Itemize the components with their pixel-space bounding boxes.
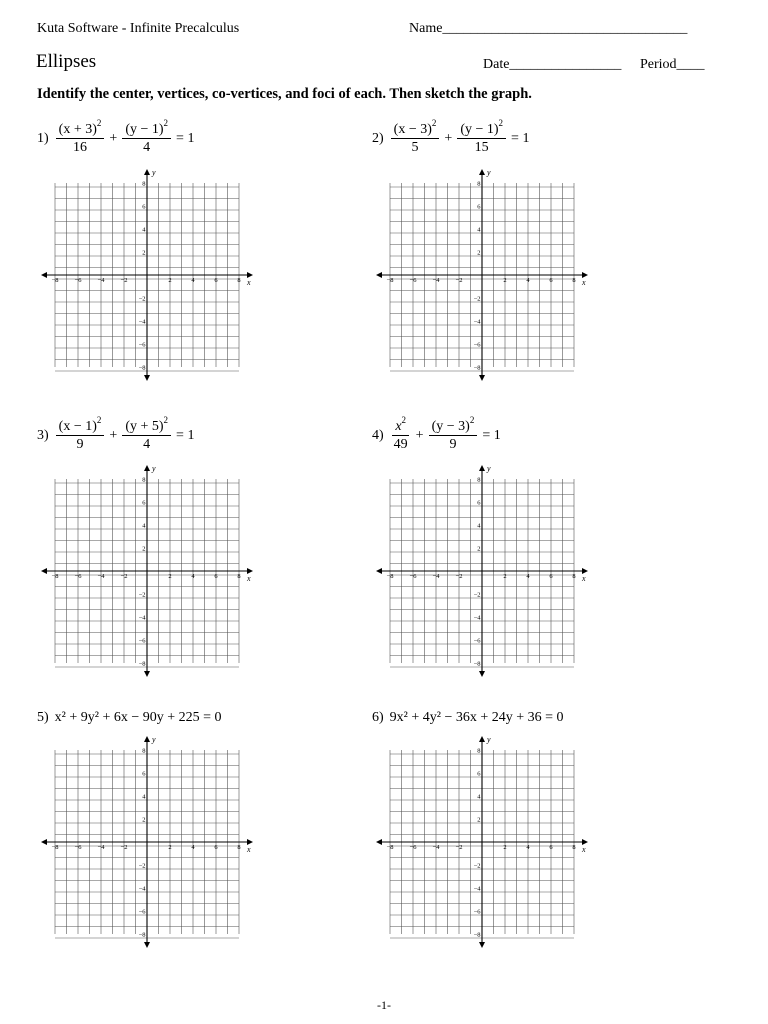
coordinate-grid-1[interactable] — [35, 167, 255, 387]
x-axis-label: x — [582, 574, 586, 583]
y-tick-label: −4 — [138, 318, 146, 326]
y-tick-label: 2 — [477, 816, 481, 824]
x-tick-label: −6 — [74, 844, 82, 851]
x-tick-label: 2 — [168, 844, 172, 851]
term-denominator: 16 — [73, 140, 88, 155]
y-axis-arrow-up — [144, 736, 150, 742]
y-tick-label: −8 — [138, 364, 146, 372]
y-tick-label: 4 — [142, 226, 146, 234]
y-axis-arrow-down — [479, 671, 485, 677]
y-tick-label: −4 — [138, 885, 146, 893]
y-tick-label: 4 — [477, 793, 481, 801]
y-tick-label: −4 — [138, 614, 146, 622]
y-tick-label: −2 — [473, 862, 481, 870]
fraction-term: $\frac{(x - 3)^2}{5}$ — [391, 121, 440, 157]
term-denominator: 5 — [411, 140, 419, 155]
y-tick-label: −6 — [138, 341, 146, 349]
period-field-label: Period____ — [640, 57, 705, 72]
y-axis-label: y — [152, 168, 156, 177]
fraction-term: $\frac{(y - 1)^2}{4}$ — [122, 121, 171, 157]
x-tick-label: 6 — [549, 277, 553, 284]
x-axis-arrow-left — [376, 839, 382, 845]
term-numerator: (x + 3) — [58, 122, 97, 137]
x-tick-label: 6 — [214, 573, 218, 580]
y-axis-arrow-down — [144, 942, 150, 948]
x-tick-label: −4 — [432, 844, 440, 851]
y-tick-label: 4 — [142, 522, 146, 530]
x-tick-label: −8 — [51, 844, 59, 851]
y-tick-label: −2 — [138, 862, 146, 870]
y-axis-arrow-up — [479, 169, 485, 175]
term-denominator: 4 — [143, 140, 151, 155]
grid-svg — [370, 167, 590, 387]
y-tick-label: 2 — [142, 816, 146, 824]
x-axis-arrow-left — [41, 568, 47, 574]
x-tick-label: −2 — [455, 573, 463, 580]
x-tick-label: −4 — [97, 277, 105, 284]
y-axis-arrow-up — [479, 736, 485, 742]
instructions: Identify the center, vertices, co-vertices, and foci of each. Then sketch the graph. — [37, 86, 532, 102]
x-tick-label: 2 — [503, 277, 507, 284]
coordinate-grid-3[interactable] — [35, 463, 255, 683]
equation-rhs: = 1 — [176, 131, 195, 146]
y-tick-label: 6 — [477, 203, 481, 211]
x-tick-label: −8 — [386, 277, 394, 284]
fraction-term: $\frac{(y - 3)^2}{9}$ — [429, 418, 478, 454]
x-tick-label: −6 — [409, 277, 417, 284]
grid-svg — [35, 734, 255, 954]
x-tick-label: −2 — [455, 277, 463, 284]
x-axis-label: x — [247, 574, 251, 583]
x-axis-label: x — [247, 278, 251, 287]
fraction-term: $\frac{(y + 5)^2}{4}$ — [122, 418, 171, 454]
general-form-equation: x² + 9y² + 6x − 90y + 225 = 0 — [54, 710, 222, 725]
x-tick-label: 8 — [237, 277, 241, 284]
x-tick-label: 6 — [214, 844, 218, 851]
y-tick-label: 8 — [142, 476, 146, 484]
fraction-term: $\frac{(x - 1)^2}{9}$ — [56, 418, 105, 454]
problem-1: 1) $\frac{(x + 3)^2}{16}$ + $\frac{(y - 1)^2}{4}$ = 1 — [37, 118, 195, 155]
x-tick-label: 6 — [549, 573, 553, 580]
header-source: Kuta Software - Infinite Precalculus — [37, 21, 240, 36]
x-tick-label: −6 — [74, 277, 82, 284]
y-axis-arrow-down — [144, 671, 150, 677]
x-axis-arrow-left — [41, 839, 47, 845]
x-tick-label: −2 — [120, 844, 128, 851]
y-tick-label: 8 — [142, 180, 146, 188]
x-tick-label: −6 — [409, 573, 417, 580]
y-axis-arrow-up — [144, 169, 150, 175]
y-tick-label: −4 — [473, 318, 481, 326]
x-tick-label: −4 — [432, 573, 440, 580]
equation-rhs: = 1 — [482, 428, 501, 443]
x-tick-label: 2 — [168, 277, 172, 284]
y-axis-arrow-down — [144, 375, 150, 381]
term-numerator: (x − 1) — [58, 419, 97, 434]
problem-number: 6) — [372, 710, 384, 725]
y-tick-label: −2 — [138, 295, 146, 303]
y-tick-label: −8 — [473, 931, 481, 939]
x-tick-label: 2 — [168, 573, 172, 580]
fraction-term: $\frac{(x + 3)^2}{16}$ — [56, 121, 105, 157]
y-tick-label: 4 — [477, 522, 481, 530]
y-tick-label: 8 — [477, 476, 481, 484]
problem-number: 3) — [37, 428, 49, 443]
y-tick-label: −2 — [473, 295, 481, 303]
term-denominator: 4 — [143, 437, 151, 452]
y-axis-arrow-up — [144, 465, 150, 471]
x-tick-label: 6 — [549, 844, 553, 851]
y-axis-arrow-down — [479, 375, 485, 381]
y-tick-label: −4 — [473, 885, 481, 893]
name-field-label: Name___________________________________ — [409, 21, 688, 36]
problem-2: 2) $\frac{(x - 3)^2}{5}$ + $\frac{(y - 1)^2}{15}$ = 1 — [372, 118, 530, 155]
x-tick-label: 2 — [503, 844, 507, 851]
term-numerator: (y − 1) — [125, 122, 164, 137]
x-tick-label: 4 — [526, 573, 530, 580]
problem-number: 4) — [372, 428, 384, 443]
y-axis-label: y — [487, 168, 491, 177]
x-tick-label: −2 — [455, 844, 463, 851]
x-tick-label: 4 — [526, 277, 530, 284]
y-tick-label: 2 — [142, 249, 146, 257]
x-axis-label: x — [582, 278, 586, 287]
y-tick-label: −6 — [473, 341, 481, 349]
general-form-equation: 9x² + 4y² − 36x + 24y + 36 = 0 — [389, 710, 564, 725]
page-number: -1- — [377, 998, 391, 1012]
x-axis-arrow-left — [41, 272, 47, 278]
y-axis-label: y — [152, 464, 156, 473]
term-numerator: (x − 3) — [393, 122, 432, 137]
equation-rhs: = 1 — [511, 131, 530, 146]
coordinate-grid-2[interactable] — [370, 167, 590, 387]
y-tick-label: −6 — [138, 637, 146, 645]
x-tick-label: 4 — [191, 277, 195, 284]
y-tick-label: 2 — [477, 249, 481, 257]
y-tick-label: −6 — [473, 637, 481, 645]
x-tick-label: −8 — [51, 573, 59, 580]
term-numerator: (y − 1) — [460, 122, 499, 137]
y-tick-label: −8 — [473, 660, 481, 668]
y-tick-label: −8 — [138, 660, 146, 668]
problem-3: 3) $\frac{(x - 1)^2}{9}$ + $\frac{(y + 5)^2}{4}$ = 1 — [37, 415, 195, 452]
x-tick-label: 8 — [572, 277, 576, 284]
x-axis-arrow-left — [376, 272, 382, 278]
grid-svg — [370, 734, 590, 954]
fraction-term: $\frac{(y - 1)^2}{15}$ — [457, 121, 506, 157]
y-tick-label: −2 — [473, 591, 481, 599]
y-axis-label: y — [152, 735, 156, 744]
x-tick-label: −2 — [120, 277, 128, 284]
x-tick-label: −8 — [386, 573, 394, 580]
y-axis-label: y — [487, 735, 491, 744]
x-tick-label: −6 — [74, 573, 82, 580]
y-tick-label: 6 — [142, 499, 146, 507]
x-tick-label: −4 — [97, 573, 105, 580]
x-tick-label: 8 — [572, 573, 576, 580]
y-axis-arrow-up — [479, 465, 485, 471]
y-tick-label: 4 — [477, 226, 481, 234]
y-tick-label: 6 — [142, 770, 146, 778]
y-axis-arrow-down — [479, 942, 485, 948]
y-tick-label: 2 — [142, 545, 146, 553]
worksheet-title: Ellipses — [36, 51, 97, 72]
problem-number: 2) — [372, 131, 384, 146]
term-numerator: x — [395, 419, 402, 434]
x-tick-label: −4 — [432, 277, 440, 284]
problem-number: 1) — [37, 131, 49, 146]
term-numerator: (y + 5) — [125, 419, 164, 434]
term-numerator: (y − 3) — [431, 419, 470, 434]
y-tick-label: −4 — [473, 614, 481, 622]
y-tick-label: 8 — [477, 747, 481, 755]
y-tick-label: 6 — [477, 499, 481, 507]
x-axis-label: x — [247, 845, 251, 854]
x-tick-label: 8 — [237, 573, 241, 580]
coordinate-grid-6[interactable] — [370, 734, 590, 954]
x-tick-label: 2 — [503, 573, 507, 580]
y-tick-label: 4 — [142, 793, 146, 801]
x-tick-label: −4 — [97, 844, 105, 851]
equation-rhs: = 1 — [176, 428, 195, 443]
x-tick-label: −2 — [120, 573, 128, 580]
y-tick-label: −6 — [138, 908, 146, 916]
y-tick-label: −6 — [473, 908, 481, 916]
y-axis-label: y — [487, 464, 491, 473]
y-tick-label: −8 — [138, 931, 146, 939]
y-tick-label: 2 — [477, 545, 481, 553]
x-tick-label: −6 — [409, 844, 417, 851]
term-denominator: 9 — [449, 437, 457, 452]
problem-4: 4) $\frac{x^2}{49}$ + $\frac{(y - 3)^2}{9}$ = 1 — [372, 415, 501, 452]
y-tick-label: 6 — [142, 203, 146, 211]
coordinate-grid-5[interactable] — [35, 734, 255, 954]
grid-svg — [35, 167, 255, 387]
x-tick-label: −8 — [386, 844, 394, 851]
x-axis-arrow-left — [376, 568, 382, 574]
date-field-label: Date________________ — [483, 57, 622, 72]
grid-svg — [35, 463, 255, 683]
y-tick-label: −8 — [473, 364, 481, 372]
problem-number: 5) — [37, 710, 49, 725]
x-axis-label: x — [582, 845, 586, 854]
x-tick-label: −8 — [51, 277, 59, 284]
x-tick-label: 4 — [191, 844, 195, 851]
x-tick-label: 4 — [526, 844, 530, 851]
x-tick-label: 6 — [214, 277, 218, 284]
x-tick-label: 8 — [572, 844, 576, 851]
fraction-term: $\frac{x^2}{49}$ — [391, 418, 411, 454]
coordinate-grid-4[interactable] — [370, 463, 590, 683]
x-tick-label: 8 — [237, 844, 241, 851]
x-tick-label: 4 — [191, 573, 195, 580]
term-denominator: 49 — [393, 437, 408, 452]
grid-svg — [370, 463, 590, 683]
y-tick-label: 8 — [142, 747, 146, 755]
y-tick-label: −2 — [138, 591, 146, 599]
term-denominator: 9 — [76, 437, 84, 452]
term-denominator: 15 — [474, 140, 489, 155]
y-tick-label: 6 — [477, 770, 481, 778]
y-tick-label: 8 — [477, 180, 481, 188]
